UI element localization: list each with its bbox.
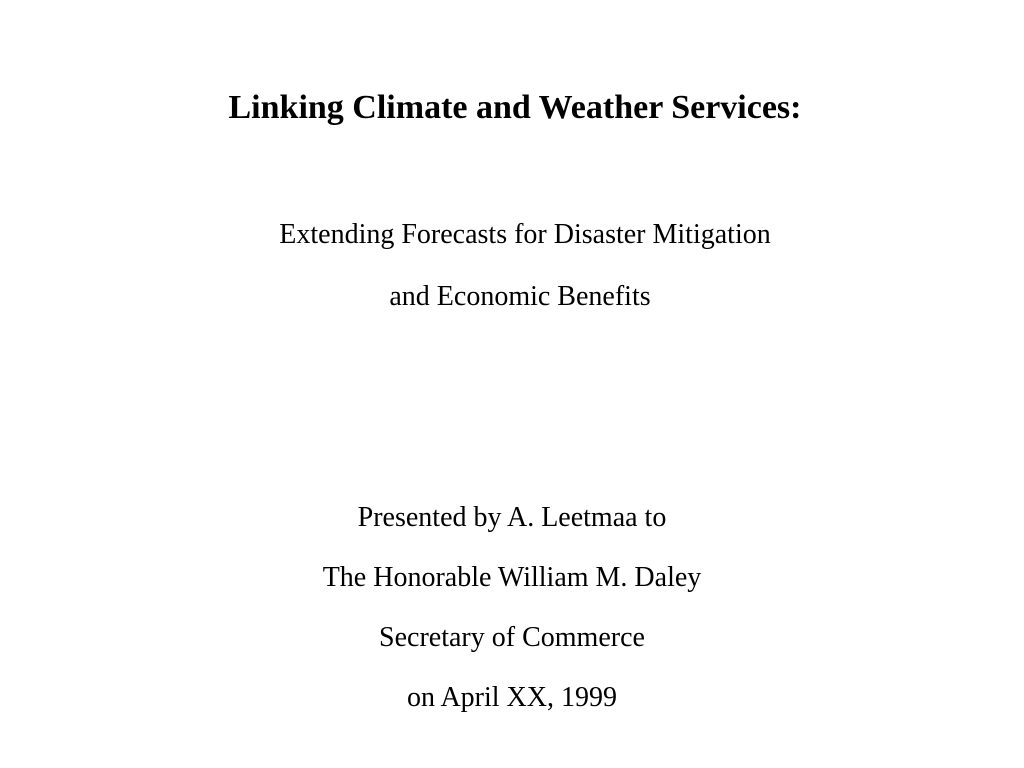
presentation-date: on April XX, 1999 bbox=[407, 682, 617, 713]
slide-title: Linking Climate and Weather Services: bbox=[228, 89, 802, 126]
presenter-line: Presented by A. Leetmaa to bbox=[357, 502, 667, 533]
recipient-name: The Honorable William M. Daley bbox=[322, 562, 702, 593]
subtitle-line-1: Extending Forecasts for Disaster Mitigation bbox=[279, 219, 771, 250]
recipient-title: Secretary of Commerce bbox=[379, 622, 645, 653]
subtitle-line-2: and Economic Benefits bbox=[389, 281, 651, 312]
